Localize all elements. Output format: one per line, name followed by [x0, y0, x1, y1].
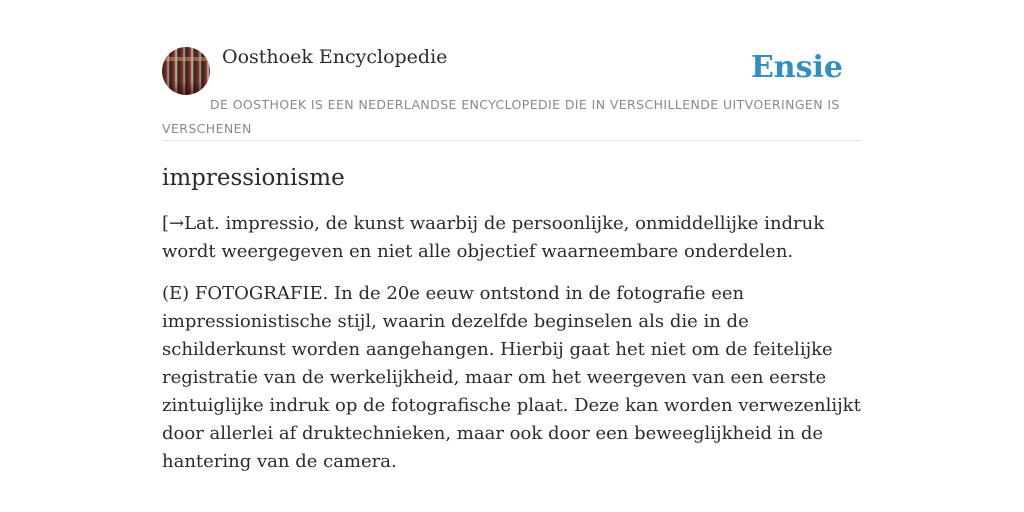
ensie-logo-link[interactable]: Ensie [750, 50, 843, 85]
header [162, 44, 862, 141]
site-title[interactable]: Oosthoek Encyclopedie [222, 46, 448, 68]
article-paragraph: [→Lat. impressio, de kunst waarbij de persoonlijke, onmiddellijke indruk wordt weergegeven en niet alle objectief waarneembare onderdelen. [162, 213, 825, 262]
site-tagline: DE OOSTHOEK IS EEN NEDERLANDSE ENCYCLOPEDIE DIE IN VERSCHILLENDE UITVOERINGEN IS VERSCHENEN [162, 97, 840, 136]
page-title: impressionisme [162, 165, 345, 191]
article [162, 160, 862, 476]
article-paragraph: (E) FOTOGRAFIE. In de 20e eeuw ontstond in de fotografie een impressionistische stijl, waarin dezelfde beginselen als die in de schilderkunst worden aangehangen. Hierbij gaat het niet om de feitelijke registratie van de werkelijkheid, maar om het weergeven van een eerste zintuiglijke indruk op de fotografische plaat. Deze kan worden verwezenlijkt door allerlei af druktechnieken, maar ook door een beweeglijkheid in de hantering van de camera. [162, 283, 861, 472]
encyclopedia-books-icon[interactable] [162, 47, 210, 95]
